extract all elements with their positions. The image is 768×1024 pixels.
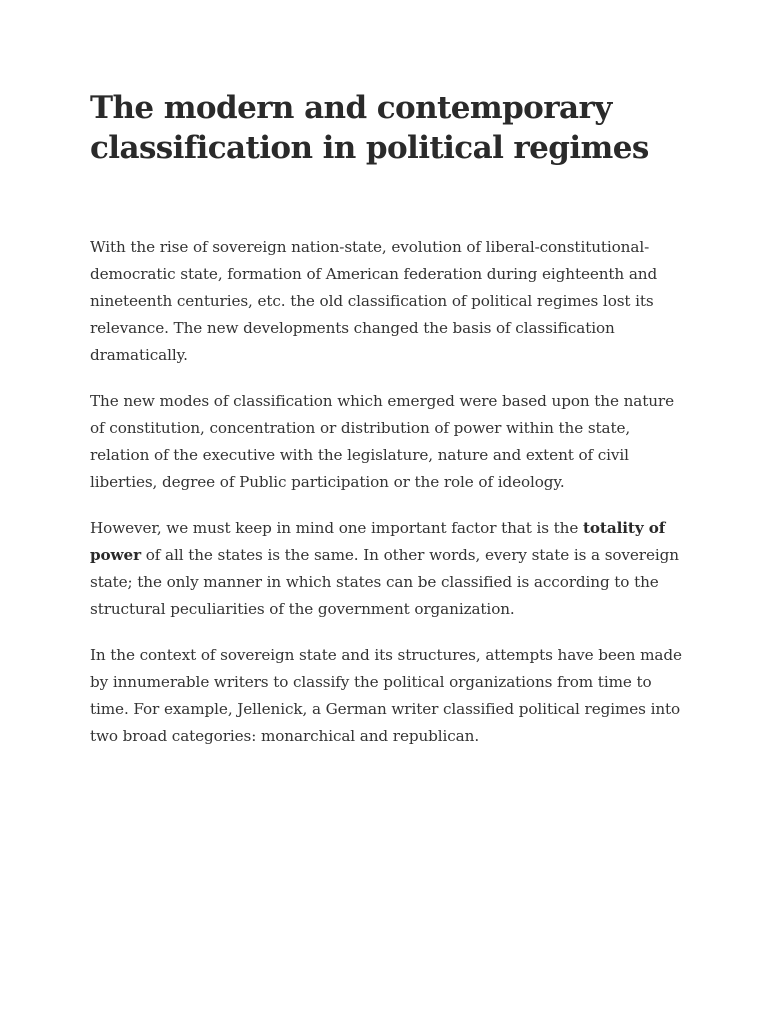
- paragraph-3-before: However, we must keep in mind one important factor that is the: [90, 519, 583, 537]
- paragraph-3: [90, 515, 690, 623]
- paragraph-4: In the context of sovereign state and its structures, attempts have been made by innumerable writers to classify the political organizations from time to time. For example, Jellenick, a German writer classified political regimes into two broad categories: monarchical and republican.: [90, 646, 682, 745]
- article-title: The modern and contemporary classification in political regimes: [90, 90, 649, 166]
- paragraph-2: The new modes of classification which emerged were based upon the nature of constitution, concentration or distribution of power within the state, relation of the executive with the legislature, nature and extent of civil liberties, degree of Public participation or the role of ideology.: [90, 392, 674, 491]
- paragraph-3-after: of all the states is the same. In other words, every state is a sovereign state; the only manner in which states can be classified is according to the structural peculiarities of the government organization.: [90, 546, 679, 618]
- paragraph-1: With the rise of sovereign nation-state, evolution of liberal-constitutional- democratic state, formation of American federation during eighteenth and nineteenth centuries, etc. the old classification of political regimes lost its relevance. The new developments changed the basis of classification dramatically.: [90, 238, 658, 364]
- paragraph-3-emphasis: totality of power: [90, 519, 666, 564]
- article: [90, 88, 690, 769]
